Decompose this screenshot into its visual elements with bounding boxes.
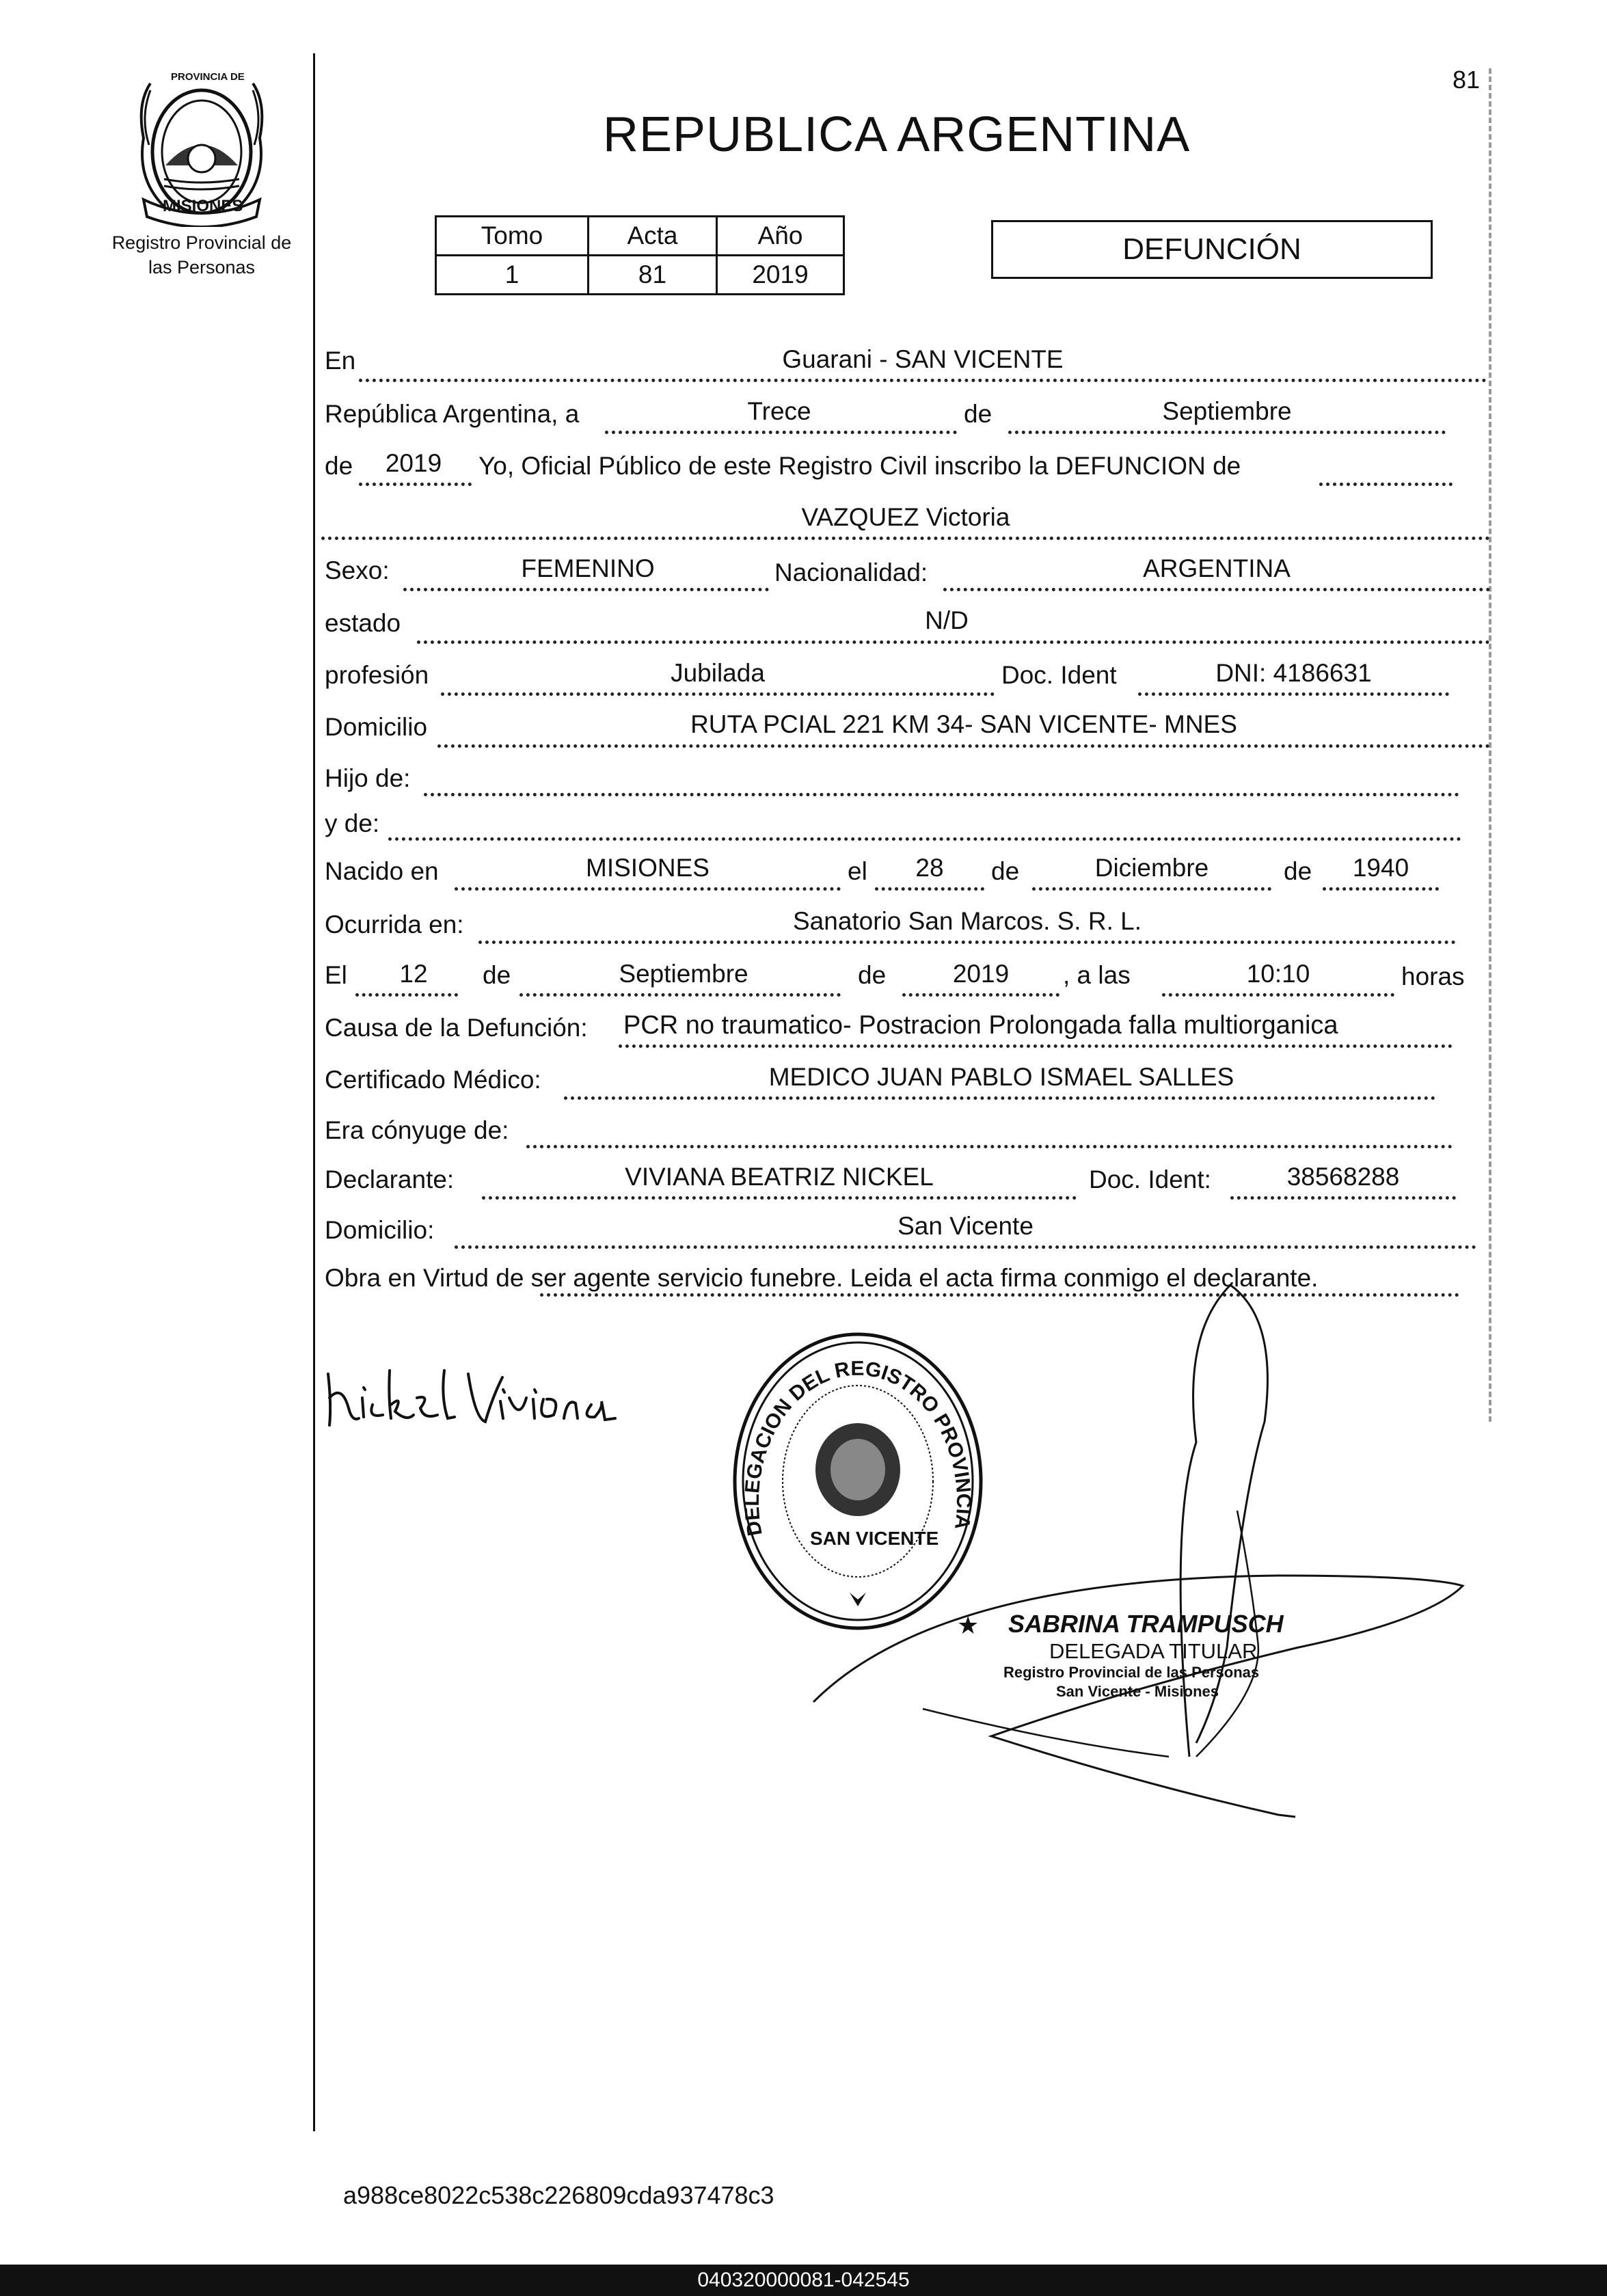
birth-year-value: 1940 — [1352, 854, 1409, 882]
logo-ring-text: PROVINCIA DE — [171, 71, 245, 83]
doc-ident-value: DNI: 4186631 — [1215, 659, 1372, 687]
ref-value-tomo: 1 — [436, 256, 589, 295]
year-prefix-label: de — [325, 452, 353, 480]
nacionalidad-dotted-line — [943, 588, 1490, 591]
ocurrida-label: Ocurrida en: — [325, 910, 464, 938]
birth-de1-label: de — [991, 857, 1020, 885]
decl-doc-label: Doc. Ident: — [1089, 1165, 1211, 1193]
estado-dotted-line — [417, 640, 1490, 644]
name-dotted-line — [321, 537, 1490, 540]
horas-label: horas — [1401, 962, 1465, 990]
official-signature — [786, 1265, 1483, 1846]
declarante-label: Declarante: — [325, 1165, 455, 1193]
sexo-dotted-line — [403, 588, 769, 591]
reference-table — [435, 215, 845, 295]
birth-de2-label: de — [1284, 857, 1312, 885]
sexo-value: FEMENINO — [521, 554, 655, 582]
nacido-dotted-line — [455, 887, 841, 891]
nacido-value: MISIONES — [586, 854, 710, 882]
causa-dotted-line — [619, 1044, 1453, 1048]
month-dotted-line — [1008, 431, 1446, 434]
logo-ribbon-text: MISIONES — [163, 197, 243, 215]
domicilio-value: RUTA PCIAL 221 KM 34- SAN VICENTE- MNES — [690, 710, 1237, 738]
domicilio2-dotted-line — [455, 1245, 1476, 1249]
ocurrida-dotted-line — [478, 941, 1456, 944]
reference-table-header — [436, 217, 844, 256]
y-de-label: y de: — [325, 809, 380, 837]
death-time-value: 10:10 — [1246, 960, 1310, 988]
svg-text:★: ★ — [957, 1611, 980, 1634]
ref-value-acta: 81 — [589, 256, 717, 295]
nacido-label: Nacido en — [325, 857, 439, 885]
ref-value-ano: 2019 — [717, 256, 844, 295]
ref-header-acta: Acta — [589, 217, 717, 256]
seal-ring-text: DELEGACION DEL REGISTRO PROVINCIA — [740, 1357, 975, 1538]
inscribo-dotted-line — [1319, 483, 1453, 486]
official-title: DELEGADA TITULAR — [1049, 1639, 1258, 1663]
en-label: En — [325, 347, 356, 375]
y-de-dotted-line — [388, 837, 1461, 841]
birth-day-dotted-line — [875, 887, 984, 891]
causa-label: Causa de la Defunción: — [325, 1014, 588, 1042]
day-dotted-line — [605, 431, 957, 434]
estado-value: N/D — [925, 606, 969, 634]
profesion-value: Jubilada — [671, 659, 765, 687]
death-month-value: Septiembre — [619, 960, 748, 988]
death-day-dotted-line — [355, 993, 458, 997]
doc-ident-dotted-line — [1138, 692, 1449, 696]
profesion-dotted-line — [441, 692, 995, 696]
ref-header-tomo: Tomo — [436, 217, 589, 256]
death-time-dotted-line — [1162, 993, 1394, 997]
birth-day-value: 28 — [915, 854, 944, 882]
declarante-value: VIVIANA BEATRIZ NICKEL — [625, 1163, 934, 1191]
document-type-box: DEFUNCIÓN — [991, 220, 1433, 279]
domicilio-label: Domicilio — [325, 713, 428, 741]
page-number: 81 — [1453, 66, 1481, 94]
causa-value: PCR no traumatico- Postracion Prolongada falla multiorganica — [623, 1011, 1338, 1040]
conyuge-label: Era cónyuge de: — [325, 1116, 509, 1144]
death-year-value: 2019 — [952, 960, 1010, 988]
de-label: de — [964, 400, 992, 428]
en-value: Guarani - SAN VICENTE — [782, 345, 1064, 373]
official-org: Registro Provincial de las Personas — [1003, 1664, 1260, 1681]
official-place: San Vicente - Misiones — [1056, 1683, 1219, 1700]
obra-text: Obra en Virtud de ser agente servicio funebre. Leida el acta firma conmigo el declarante. — [325, 1264, 1319, 1292]
certificado-dotted-line — [564, 1096, 1435, 1100]
death-year-dotted-line — [902, 993, 1059, 997]
official-name: SABRINA TRAMPUSCH — [1008, 1610, 1284, 1638]
birth-month-dotted-line — [1032, 887, 1271, 891]
footer-code: 040320000081-042545 — [697, 2269, 910, 2291]
declarant-signature-text — [321, 1329, 325, 1330]
margin-line — [313, 53, 315, 2131]
el-label: el — [848, 857, 867, 885]
birth-year-dotted-line — [1323, 887, 1439, 891]
month-words-value: Septiembre — [1162, 397, 1292, 425]
hijo-label: Hijo de: — [325, 764, 411, 792]
domicilio2-label: Domicilio: — [325, 1216, 435, 1244]
registry-name-line1: Registro Provincial de — [111, 232, 292, 253]
day-words-value: Trece — [747, 397, 811, 425]
ref-header-ano: Año — [717, 217, 844, 256]
footer-code-bar — [0, 2265, 1607, 2296]
registry-name-line2: las Personas — [148, 257, 256, 278]
estado-label: estado — [325, 609, 401, 637]
certificado-label: Certificado Médico: — [325, 1066, 541, 1094]
reference-table-values — [436, 256, 844, 295]
document-hash: a988ce8022c538c226809cda937478c3 — [343, 2181, 774, 2209]
decl-doc-value: 38568288 — [1286, 1163, 1400, 1191]
profesion-label: profesión — [325, 661, 429, 689]
nacionalidad-value: ARGENTINA — [1143, 554, 1291, 582]
death-de1-label: de — [483, 961, 511, 989]
el2-label: El — [325, 961, 347, 989]
republica-label: República Argentina, a — [325, 400, 580, 428]
inscribo-text: Yo, Oficial Público de este Registro Civil inscribo la DEFUNCION de — [478, 452, 1241, 480]
a-las-label: , a las — [1063, 961, 1131, 989]
sexo-label: Sexo: — [325, 556, 390, 584]
seal-center-text: SAN VICENTE — [810, 1528, 939, 1549]
year-value: 2019 — [385, 449, 442, 477]
year-dotted-line — [359, 483, 472, 486]
declarant-signature — [321, 1357, 643, 1432]
en-dotted-line — [359, 379, 1487, 382]
domicilio2-value: San Vicente — [897, 1212, 1034, 1240]
misiones-coat-of-arms — [123, 63, 280, 227]
ocurrida-value: Sanatorio San Marcos. S. R. L. — [792, 907, 1142, 935]
hijo-dotted-line — [424, 793, 1459, 796]
certificado-value: MEDICO JUAN PABLO ISMAEL SALLES — [768, 1063, 1234, 1091]
declarante-dotted-line — [482, 1196, 1077, 1200]
decl-doc-dotted-line — [1230, 1196, 1456, 1200]
death-month-dotted-line — [519, 993, 841, 997]
page-title: REPUBLICA ARGENTINA — [603, 107, 1191, 162]
death-day-value: 12 — [399, 960, 428, 988]
nacionalidad-label: Nacionalidad: — [774, 558, 928, 586]
conyuge-dotted-line — [526, 1145, 1453, 1148]
deceased-name: VAZQUEZ Victoria — [801, 503, 1010, 531]
doc-ident-label: Doc. Ident — [1001, 661, 1117, 689]
birth-month-value: Diciembre — [1094, 854, 1209, 882]
domicilio-dotted-line — [437, 744, 1490, 748]
death-de2-label: de — [858, 961, 887, 989]
